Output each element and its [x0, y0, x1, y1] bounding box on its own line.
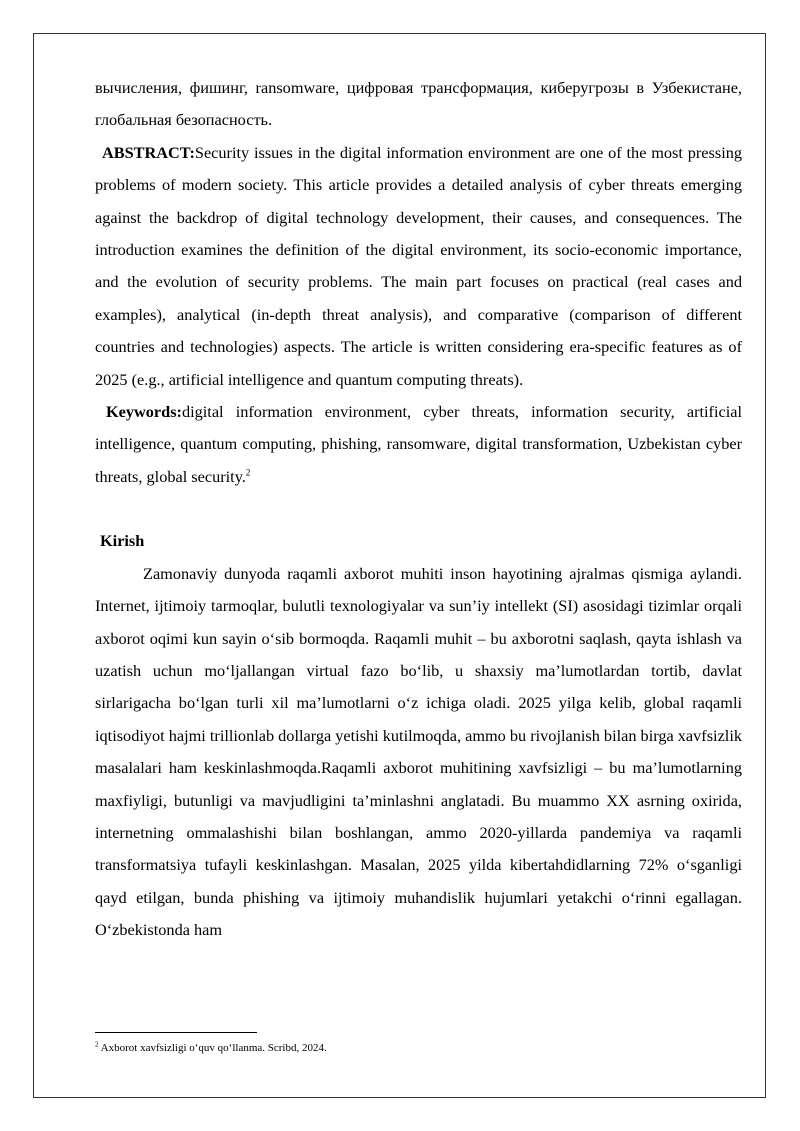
abstract-label: ABSTRACT:	[102, 142, 195, 162]
page-body	[95, 72, 742, 947]
abstract-text: Security issues in the digital information environment are one of the most pressing problems of modern society. This article provides a detailed analysis of cyber threats emerging against the backdrop of digital technology development, their causes, and consequences. The introduction examines the definition of the digital environment, its socio-economic importance, and the evolution of security problems. The main part focuses on practical (real cases and examples), analytical (in-depth threat analysis), and comparative (comparison of different countries and technologies) aspects. The article is written considering era-specific features as of 2025 (e.g., artificial intelligence and quantum computing threats).	[95, 142, 742, 389]
footnote-separator	[95, 1032, 257, 1033]
keywords-paragraph	[95, 396, 742, 493]
footnote-text: Axborot xavfsizligi o‘quv qo‘llanma. Scribd, 2024.	[100, 1042, 327, 1054]
intro-paragraph: Zamonaviy dunyoda raqamli axborot muhiti inson hayotining ajralmas qismiga aylandi. Internet, ijtimoiy tarmoqlar, bulutli texnologiyalar va sun’iy intellekt (SI) asosidagi tizimlar orqali axborot oqimi kun sayin o‘sib bormoqda. Raqamli muhit – bu axborotni saqlash, qayta ishlash va uzatish uchun mo‘ljallangan virtual fazo bo‘lib, u shaxsiy ma’lumotlardan tortib, davlat sirlarigacha bo‘lgan turli xil ma’lumotlarni o‘z ichiga oladi. 2025 yilga kelib, global raqamli iqtisodiyot hajmi trillionlab dollarga yetishi kutilmoqda, ammo bu rivojlanish bilan birga xavfsizlik masalalari ham keskinlashmoqda.Raqamli axborot muhitining xavfsizligi – bu ma’lumotlarning maxfiyligi, butunligi va mavjudligini ta’minlashni anglatadi. Bu muammo XX asrning oxirida, internetning ommalashishi bilan boshlangan, ammo 2020-yillarda pandemiya va raqamli transformatsiya tufayli keskinlashgan. Masalan, 2025 yilda kibertahdidlarning 72% o‘sganligi qayd etilgan, bunda phishing va ijtimoiy muhandislik hujumlari yetakchi o‘rinni egallagan. O‘zbekistonda ham	[95, 563, 742, 940]
keywords-label: Keywords:	[106, 402, 182, 422]
footnote	[95, 1041, 327, 1055]
footnote-number: 2	[95, 1040, 99, 1049]
abstract-paragraph	[95, 137, 742, 396]
section-heading: Kirish	[100, 531, 145, 551]
keywords-ru-tail: вычисления, фишинг, ransomware, цифровая трансформация, киберугрозы в Узбекистане, глобальная безопасность.	[95, 78, 742, 130]
keywords-text: digital information environment, cyber threats, information security, artificial intelligence, quantum computing, phishing, ransomware, digital transformation, Uzbekistan cyber threats, global security.	[95, 402, 742, 486]
footnote-reference[interactable]: 2	[245, 467, 251, 478]
